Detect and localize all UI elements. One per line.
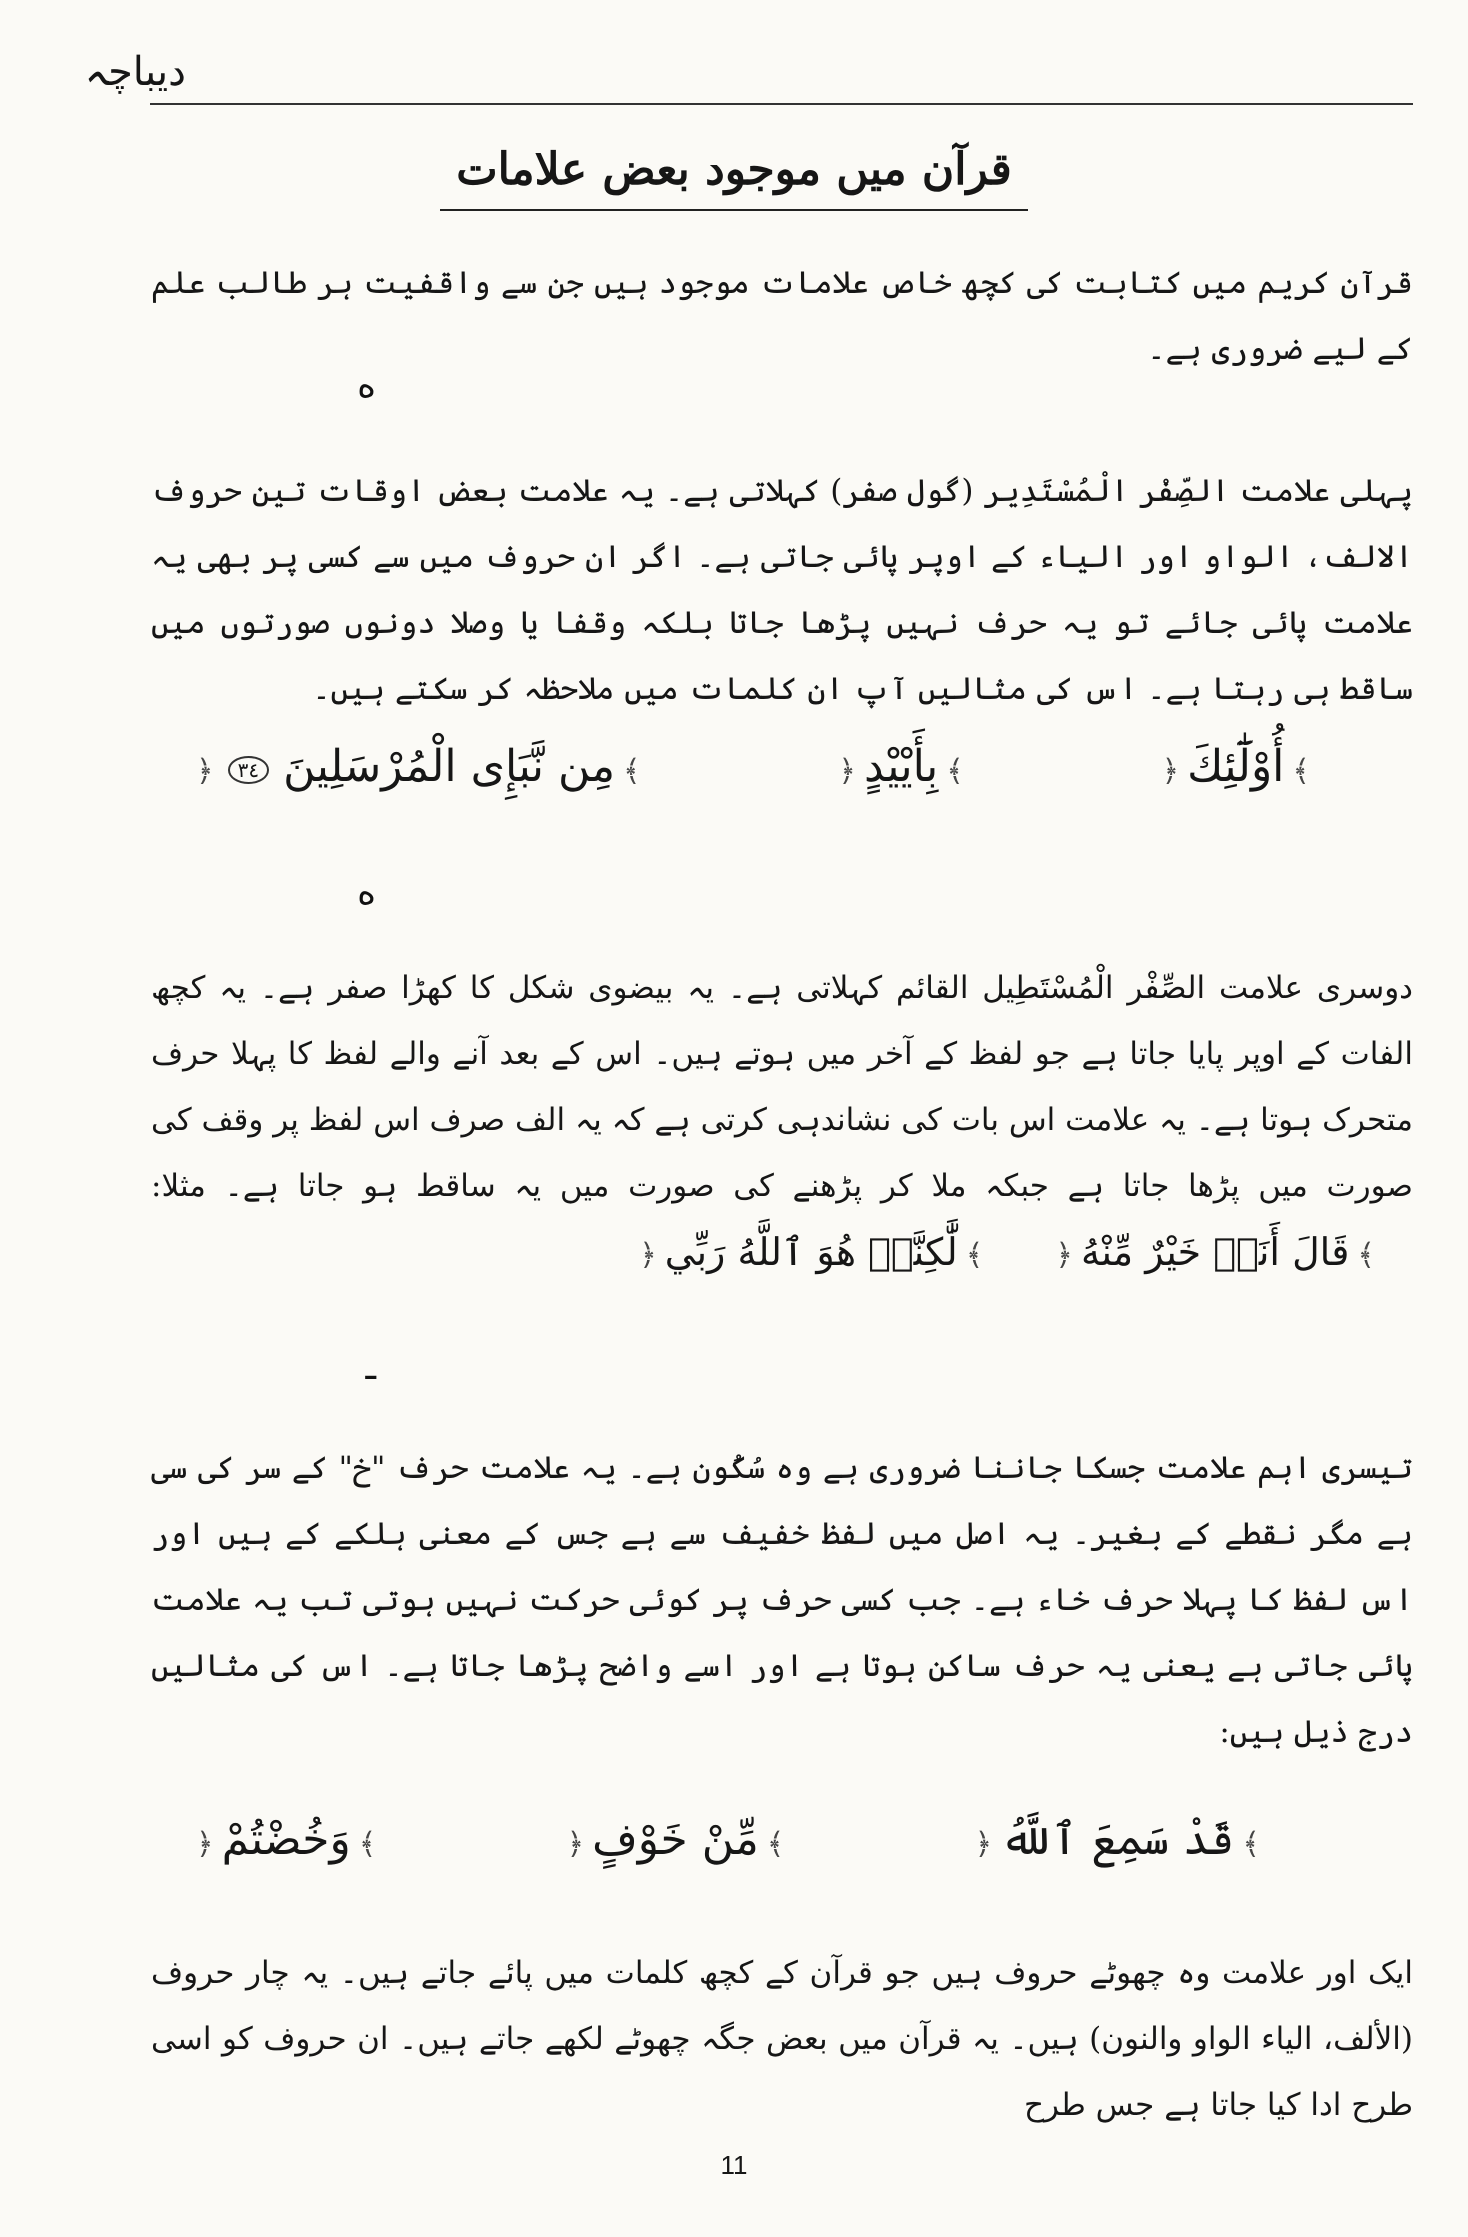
closing-paragraph: ایک اور علامت وہ چھوٹے حروف ہیں جو قرآن کے کچھ کلمات میں پائے جاتے ہیں۔ یہ چار حروف (الألف، الیاء الواو والنون) ہیں۔ یہ قرآن میں بعض جگہ چھوٹے لکھے جاتے ہیں۔ ان حروف کو اسی طرح ادا کیا جاتا ہے جس طرح	[151, 1955, 1413, 2123]
example-ayah: ﴾لَّٰكِنَّا۠ هُوَ ٱللَّهُ رَبِّي﴿	[639, 1230, 984, 1274]
example-ayah: ﴾بِأَيْيْدٍ﴿	[838, 741, 964, 792]
section-1-paragraph: پہلی علامت الصِّفْر الْمُسْتَدِير (گول صفر) کہلاتی ہے۔ یہ علامت بعض اوقات تین حروف الالف، الواو اور الیاء کے اوپر پائی جاتی ہے۔ اگر ان حروف میں سے کسی پر بھی یہ علامت پائی جائے تو یہ حرف نہیں پڑھا جاتا بلکہ وقفا یا وصلا دونوں صورتوں میں ساقط ہی رہتا ہے۔ اس کی مثالیں آپ ان کلمات میں ملاحظہ کر سکتے ہیں۔	[151, 473, 1413, 707]
section-2-paragraph: دوسری علامت الصِّفْر الْمُسْتَطِيل القائم کہلاتی ہے۔ یہ بیضوی شکل کا کھڑا صفر ہے۔ یہ کچھ الفات کے اوپر پایا جاتا ہے جو لفظ کے آخر میں ہوتے ہیں۔ اس کے بعد آنے والے لفظ کا پہلا حرف متحرک ہوتا ہے۔ یہ علامت اس بات کی نشاندہی کرتی ہے کہ یہ الف صرف اس لفظ پر وقف کی صورت میں پڑھا جاتا ہے جبکہ ملا کر پڑھنے کی صورت میں یہ ساقط ہو جاتا ہے۔ مثلا: ﴾قَالَ أَنَا۠ خَيْرٌ مِّنْهُ﴿ ﴾لَّٰكِنَّا۠ هُوَ ٱللَّهُ رَبِّي﴿	[151, 955, 1413, 1289]
page-title: قرآن میں موجود بعض علامات	[440, 142, 1028, 211]
section-title	[0, 142, 1468, 211]
example-ayah: ﴾وَخُضْتُمْ﴿	[196, 1814, 377, 1865]
intro-paragraph: قرآن کریم میں کتابت کی کچھ خاص علامات موجود ہیں جن سے واقفیت ہر طالب علم کے لیے ضروری ہے۔	[151, 265, 1413, 367]
section-1-examples	[188, 741, 1318, 792]
section-2-inline-examples	[587, 1219, 1383, 1289]
upright-oval-zero-sign: ە	[357, 872, 376, 913]
example-ayah: ﴾مِّنْ خَوْفٍ﴿	[566, 1814, 785, 1865]
round-zero-sign: ە	[357, 365, 376, 406]
example-ayah: ﴾مِن نَّبَإِى الْمُرْسَلِينَ ٣٤﴿	[196, 741, 641, 792]
sukun-sign: ـ	[365, 1347, 376, 1388]
example-ayah: ﴾قَدْ سَمِعَ ٱللَّهُ﴿	[974, 1814, 1260, 1865]
example-ayah: ﴾قَالَ أَنَا۠ خَيْرٌ مِّنْهُ﴿	[1055, 1230, 1375, 1274]
section-3-examples	[188, 1814, 1268, 1865]
example-ayah: ﴾أُوْلَٰٓئِكَ﴿	[1161, 741, 1310, 792]
section-3-paragraph: تیسری اہم علامت جسکا جاننا ضروری ہے وہ سُکُون ہے۔ یہ علامت حرف "خ" کے سر کی سی ہے مگر نقطے کے بغیر۔ یہ اصل میں لفظ خفیف سے ہے جس کے معنی ہلکے کے ہیں اور اس لفظ کا پہلا حرف خاء ہے۔ جب کسی حرف پر کوئی حرکت نہیں ہوتی تب یہ علامت پائی جاتی ہے یعنی یہ حرف ساکن ہوتا ہے اور اسے واضح پڑھا جاتا ہے۔ اس کی مثالیں درج ذیل ہیں:	[151, 1450, 1413, 1750]
header-rule	[150, 103, 1413, 105]
page-number: 11	[720, 2150, 748, 2180]
verse-number-marker: ٣٤	[228, 756, 269, 784]
running-header: دیباچہ	[84, 49, 186, 95]
